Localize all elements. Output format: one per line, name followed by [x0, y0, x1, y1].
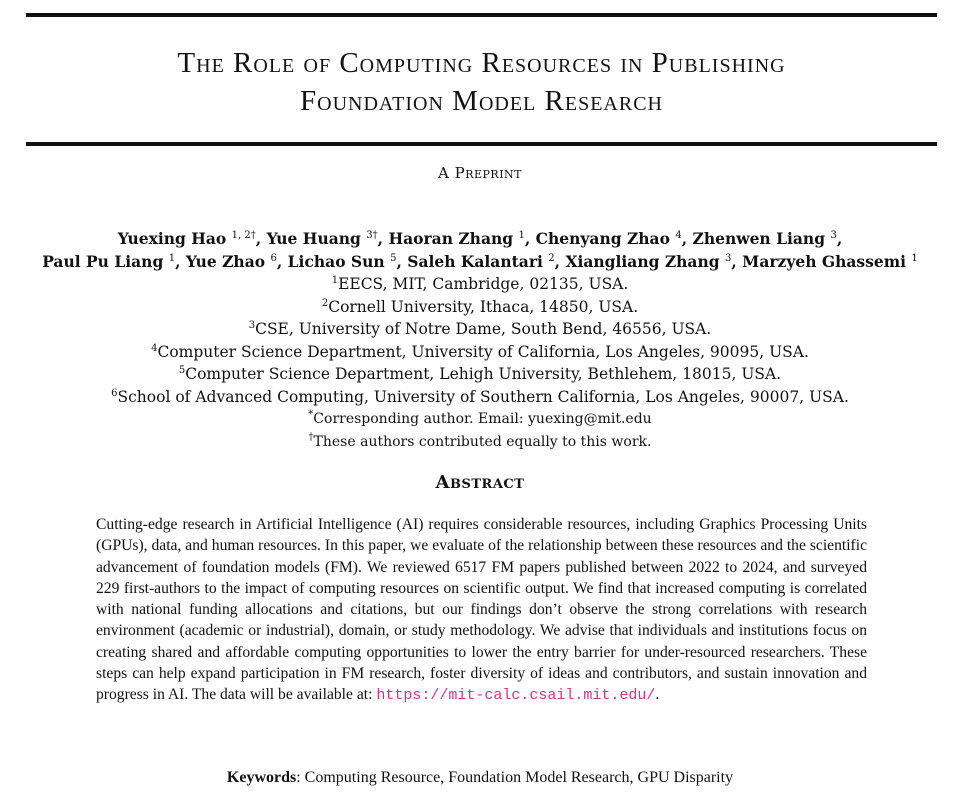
author-row-2: Paul Pu Liang $^1$, Yue Zhao $^6$, Lichao Sun $^5$, Saleh Kalantari $^2$, Xiangliang Zhang $^3$, Marzyeh Ghassemi $^1$ [42, 252, 918, 271]
preprint-label: A Preprint [438, 164, 522, 182]
author-name: Lichao Sun [287, 252, 385, 271]
keywords-line [0, 769, 960, 787]
title-rule-top [26, 13, 937, 17]
data-url-link[interactable]: https://mit-calc.csail.mit.edu/ [376, 687, 656, 705]
keywords-text: : Computing Resource, Foundation Model Research, GPU Disparity [296, 769, 734, 786]
author-name: Zhenwen Liang [692, 229, 826, 248]
affiliation-line: $^4$Computer Science Department, University of California, Los Angeles, 90095, USA. [151, 342, 809, 361]
abstract-heading: Abstract [435, 472, 525, 493]
affiliation-line: $^1$EECS, MIT, Cambridge, 02135, USA. [331, 275, 629, 293]
author-affil-marker: 4 [675, 230, 682, 241]
corresponding-author-note: *Corresponding author. Email: yuexing@mit.edu [308, 409, 652, 427]
author-name: Paul Pu Liang [42, 252, 164, 271]
abstract-text: Cutting-edge research in Artificial Intelligence (AI) requires considerable resources, including Graphics Processing Units (GPUs), data, and human resources. In this paper, we evaluate of the relationship between these resources and the scientific advancement of foundation models (FM). We reviewed 6517 FM papers published between 2022 to 2024, and surveyed 229 first-authors to the impact of computing resources on scientific output. We find that increased computing is correlated with national funding allocations and citations, but our findings don’t observe the strong correlations with research environment (academic or industrial), domain, or study methodology. We advise that individuals and institutions focus on creating shared and affordable computing opportunities to lower the entry barrier for under-resourced researchers. These steps can help expand participation in FM research, foster diversity of ideas and contributors, and sustain innovation and progress in AI. The data will be available at: [96, 516, 867, 704]
keywords-label: Keywords [226, 769, 297, 786]
author-affil-marker: 6 [270, 253, 277, 264]
title-line-2: Foundation Model Research [300, 85, 663, 117]
author-row-1: Yuexing Hao $^{1, 2\dagger}$, Yue Huang $^{3\dagger}$, Haoran Zhang $^1$, Chenyang Zhao $^4$, Zhenwen Liang $^3$, [117, 229, 843, 248]
author-affil-marker: 1 [911, 253, 918, 264]
author-name: Yue Huang [266, 229, 361, 248]
title-line-1: The Role of Computing Resources in Publishing [177, 47, 786, 79]
author-affil-marker: 3† [366, 230, 378, 241]
affiliation-list [0, 273, 960, 453]
paper-title [26, 44, 937, 120]
author-affil-marker: 1 [168, 253, 176, 264]
author-name: Marzyeh Ghassemi [742, 252, 907, 271]
author-name: Yue Zhao [185, 252, 266, 271]
title-rule-bottom [26, 142, 937, 146]
equal-contribution-note: †These authors contributed equally to this work. [308, 431, 652, 450]
affiliation-line: $^5$Computer Science Department, Lehigh University, Bethlehem, 18015, USA. [178, 365, 782, 383]
author-name: Chenyang Zhao [535, 229, 670, 248]
abstract-body [96, 514, 867, 707]
abstract-end: . [655, 686, 660, 704]
author-name: Haoran Zhang [388, 229, 514, 248]
author-name: Saleh Kalantari [407, 252, 543, 271]
author-affil-marker: 3 [724, 253, 732, 264]
author-list [0, 227, 960, 273]
author-name: Xiangliang Zhang [565, 252, 720, 271]
author-affil-marker: 2 [548, 253, 555, 264]
affiliation-line: $^2$Cornell University, Ithaca, 14850, USA. [321, 297, 639, 316]
author-affil-marker: 1 [518, 230, 525, 241]
affiliation-line: $^3$CSE, University of Notre Dame, South Bend, 46556, USA. [248, 320, 712, 338]
author-affil-marker: 3 [830, 230, 837, 241]
affiliation-line: $^6$School of Advanced Computing, University of Southern California, Los Angeles, 90007, USA. [111, 387, 849, 406]
author-affil-marker: 1, 2† [231, 230, 256, 241]
author-affil-marker: 5 [390, 253, 397, 264]
author-name: Yuexing Hao [117, 229, 227, 248]
